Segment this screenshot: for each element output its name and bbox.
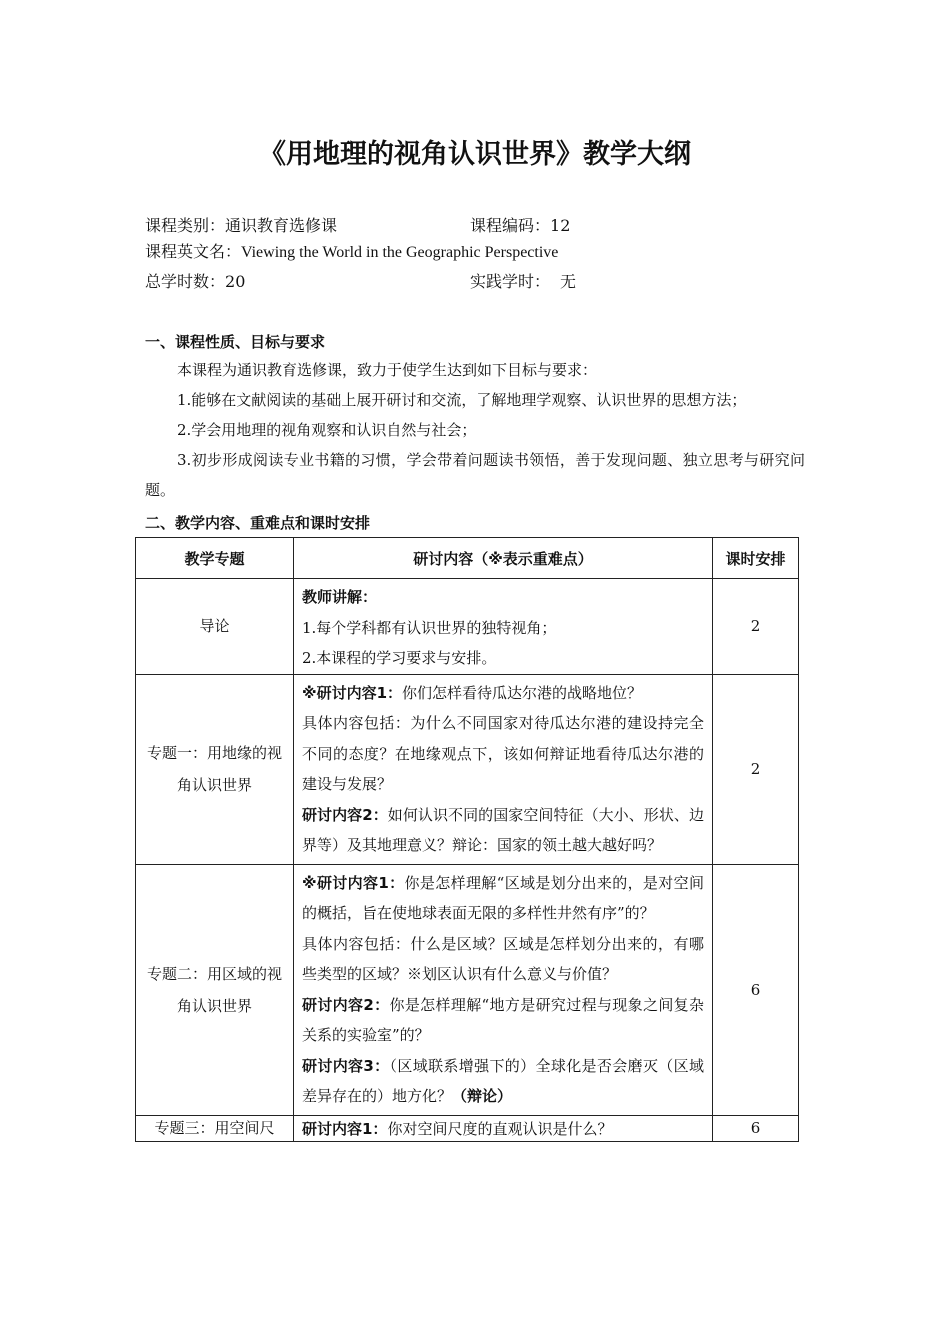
content-text: 如何认识不同的国家空间特征（大小、形状、边界等）及其地理意义？辩论：国家的领土越大越好吗？ (302, 805, 704, 854)
content-text: 1.每个学科都有认识世界的独特视角； (302, 618, 557, 637)
goal-item: 1.能够在文献阅读的基础上展开研讨和交流，了解地理学观察、认识世界的思想方法； (177, 391, 747, 409)
content-text: 你对空间尺度的直观认识是什么？ (387, 1119, 613, 1138)
document-title: 《用地理的视角认识世界》教学大纲 (259, 139, 691, 170)
hours-cell: 2 (713, 579, 799, 675)
table-row (136, 864, 799, 1115)
table-header-row (136, 538, 799, 579)
content-cell (294, 1115, 713, 1141)
content-bold-label: 研讨内容2： (302, 995, 390, 1014)
content-cell (294, 864, 713, 1115)
hours-cell: 6 (713, 1115, 799, 1141)
practice-hours (470, 272, 576, 292)
course-english-value: Viewing the World in the Geographic Perspective (241, 244, 559, 261)
content-bold-label: （辩论） (452, 1087, 513, 1105)
column-header-hours: 课时安排 (713, 538, 799, 579)
topic-cell: 专题三：用空间尺 (136, 1115, 294, 1141)
goal-item: 2.学会用地理的视角观察和认识自然与社会； (177, 421, 477, 439)
hours-cell: 2 (713, 674, 799, 864)
column-header-content: 研讨内容（※表示重难点） (294, 538, 713, 579)
content-text: 具体内容包括：为什么不同国家对待瓜达尔港的建设持完全不同的态度？在地缘观点下，该如何辩证地看待瓜达尔港的建设与发展？ (302, 714, 704, 793)
table-row (136, 579, 799, 675)
topic-cell: 专题二：用区域的视角认识世界 (136, 864, 294, 1115)
total-hours-label: 总学时数： (145, 272, 226, 291)
content-text: 你是怎样理解“地方是研究过程与现象之间复杂关系的实验室”的？ (302, 995, 704, 1044)
goal-item: 3.初步形成阅读专业书籍的习惯，学会带着问题读书领悟，善于发现问题、独立思考与研究问题。 (145, 451, 805, 499)
content-cell (294, 579, 713, 675)
table-row (136, 1115, 799, 1141)
content-text: 具体内容包括：什么是区域？区域是怎样划分出来的，有哪些类型的区域？※划区认识有什么意义与价值？ (302, 934, 704, 983)
section1-heading: 一、课程性质、目标与要求 (145, 333, 326, 351)
hours-cell: 6 (713, 864, 799, 1115)
column-header-topic: 教学专题 (136, 538, 294, 579)
course-english-label: 课程英文名： (145, 242, 242, 261)
syllabus-table (135, 537, 799, 1142)
course-code-label: 课程编码： (470, 216, 551, 235)
practice-hours-value: 无 (560, 272, 577, 291)
practice-hours-label: 实践学时： (470, 272, 551, 291)
course-code-value: 12 (550, 216, 571, 235)
content-text: 你是怎样理解“区域是划分出来的，是对空间的概括，旨在使地球表面无限的多样性井然有序”的？ (302, 873, 704, 922)
course-code (470, 216, 570, 236)
content-bold-label: ※研讨内容1： (302, 683, 403, 702)
table-row (136, 674, 799, 864)
content-bold-label: ※研讨内容1： (302, 873, 405, 892)
section1-body (145, 355, 805, 505)
course-category (145, 216, 337, 236)
total-hours (145, 272, 245, 292)
topic-cell: 导论 (136, 579, 294, 675)
content-text: 你们怎样看待瓜达尔港的战略地位？ (402, 683, 643, 702)
content-bold-label: 研讨内容3： (302, 1056, 390, 1075)
content-bold-label: 研讨内容2： (302, 805, 388, 824)
course-category-value: 通识教育选修课 (225, 216, 338, 235)
content-bold-label: 研讨内容1： (302, 1119, 388, 1138)
content-bold-label: 教师讲解： (302, 588, 378, 606)
content-text: 2.本课程的学习要求与安排。 (302, 649, 497, 667)
section2-heading: 二、教学内容、重难点和课时安排 (145, 514, 371, 532)
total-hours-value: 20 (225, 272, 246, 291)
content-cell (294, 674, 713, 864)
course-english-name (145, 242, 558, 263)
section1-intro: 本课程为通识教育选修课，致力于使学生达到如下目标与要求： (177, 361, 598, 379)
topic-cell: 专题一：用地缘的视角认识世界 (136, 674, 294, 864)
content-text: （区域联系增强下的）全球化是否会磨灭（区域差异存在的）地方化？ (302, 1056, 704, 1105)
course-category-label: 课程类别： (145, 216, 226, 235)
